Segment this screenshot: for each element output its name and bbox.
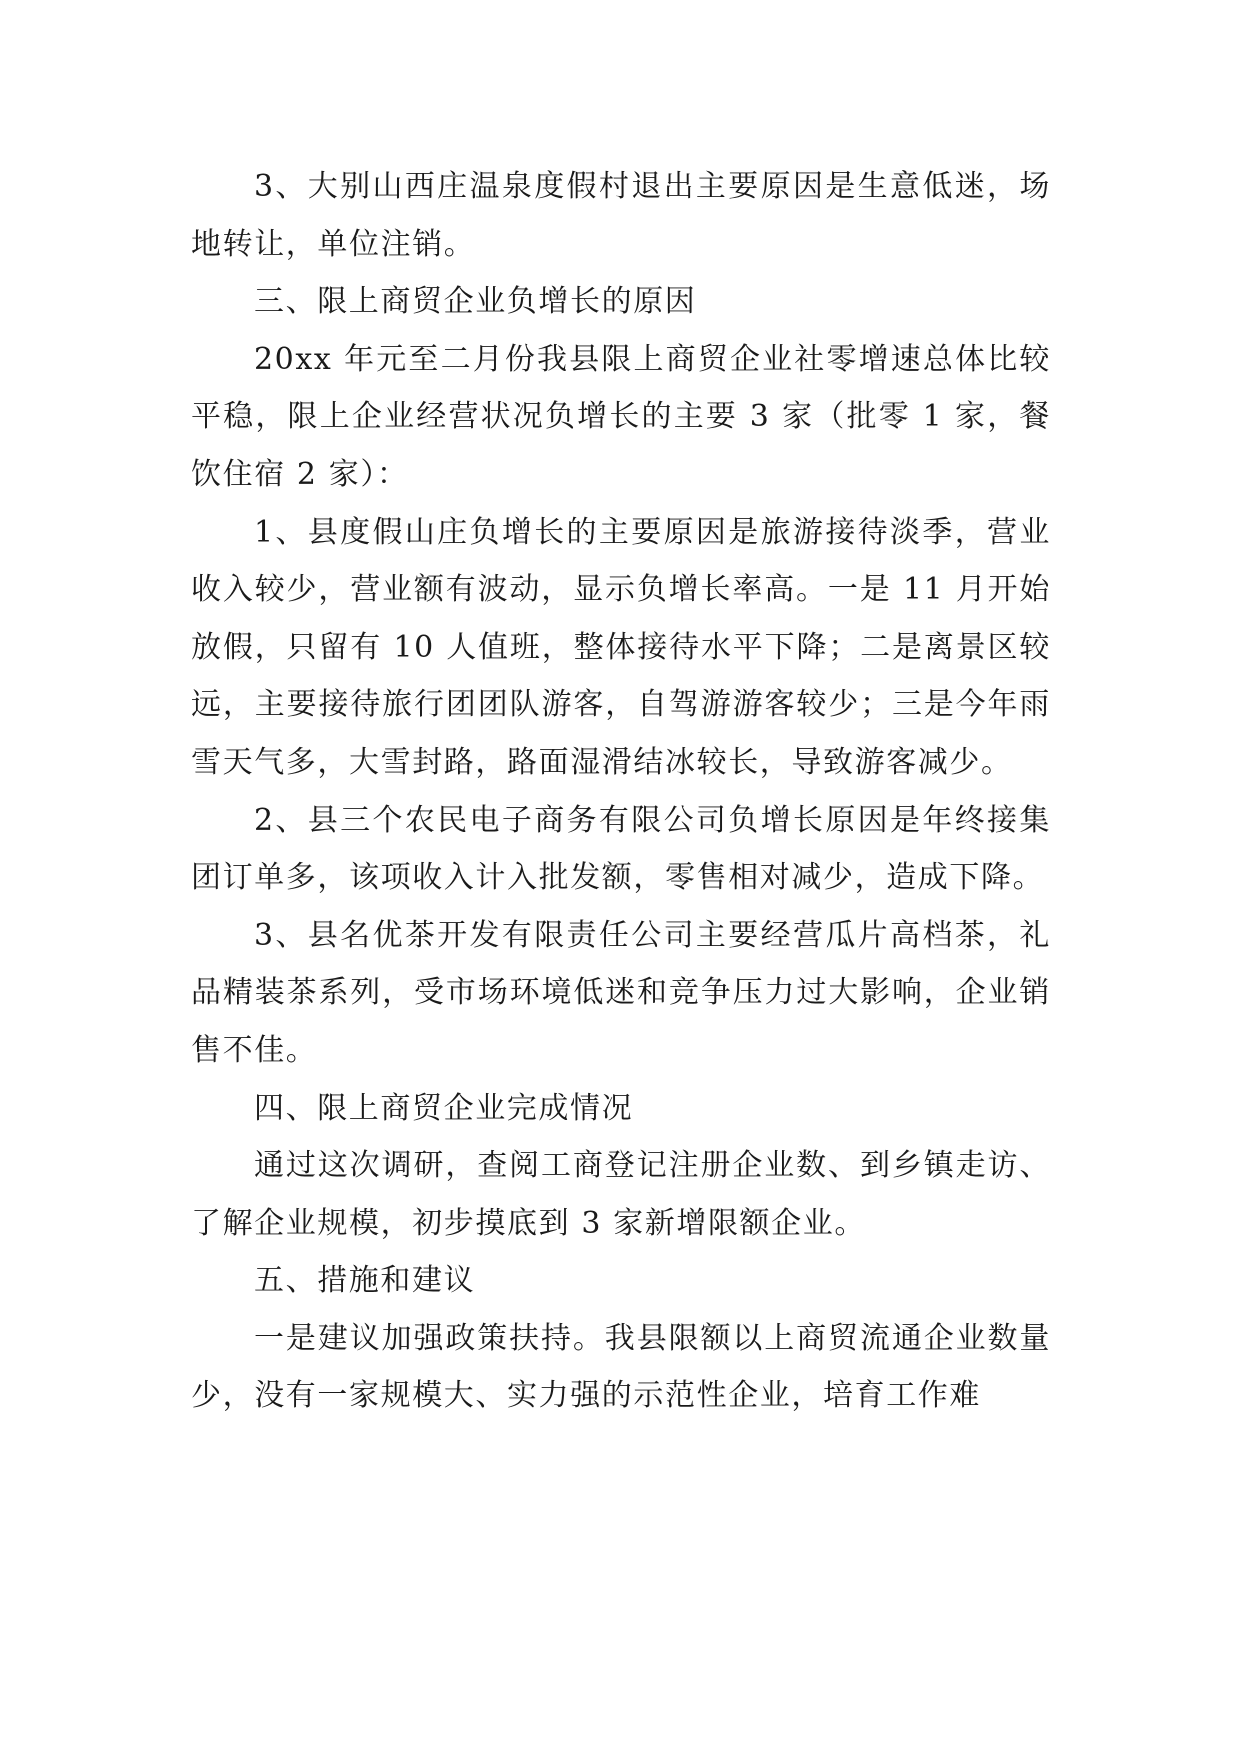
section-heading-completion: 四、限上商贸企业完成情况 [254, 1090, 634, 1126]
paragraph-ecommerce-company: 2、县三个农民电子商务有限公司负增长原因是年终接集团订单多，该项收入计入批发额，零售相对减少，造成下降。 [191, 802, 1051, 896]
paragraph-holiday-resort: 1、县度假山庄负增长的主要原因是旅游接待淡季，营业收入较少，营业额有波动，显示负增长率高。一是 11 月开始放假，只留有 10 人值班，整体接待水平下降；二是离景区较远，主要接待旅行团团队游客，自驾游游客较少；三是今年雨雪天气多，大雪封路，路面湿滑结冰较长，导致游客减少。 [191, 514, 1051, 780]
section-heading-negative-growth: 三、限上商贸企业负增长的原因 [254, 284, 697, 320]
paragraph-survey-results: 通过这次调研，查阅工商登记注册企业数、到乡镇走访、了解企业规模，初步摸底到 3 家新增限额企业。 [191, 1148, 1051, 1241]
paragraph-policy-support: 一是建议加强政策扶持。我县限额以上商贸流通企业数量少，没有一家规模大、实力强的示范性企业，培育工作难 [191, 1320, 1051, 1414]
paragraph-tea-company: 3、县名优茶开发有限责任公司主要经营瓜片高档茶，礼品精装茶系列，受市场环境低迷和竞争压力过大影响，企业销售不佳。 [191, 917, 1051, 1068]
section-heading-measures: 五、措施和建议 [254, 1263, 476, 1299]
paragraph-resort-exit: 3、大别山西庄温泉度假村退出主要原因是生意低迷，场地转让，单位注销。 [191, 169, 1051, 262]
paragraph-growth-overview: 20xx 年元至二月份我县限上商贸企业社零增速总体比较平稳，限上企业经营状况负增长的主要 3 家（批零 1 家，餐饮住宿 2 家）： [191, 341, 1051, 492]
document-body [191, 158, 1051, 1425]
